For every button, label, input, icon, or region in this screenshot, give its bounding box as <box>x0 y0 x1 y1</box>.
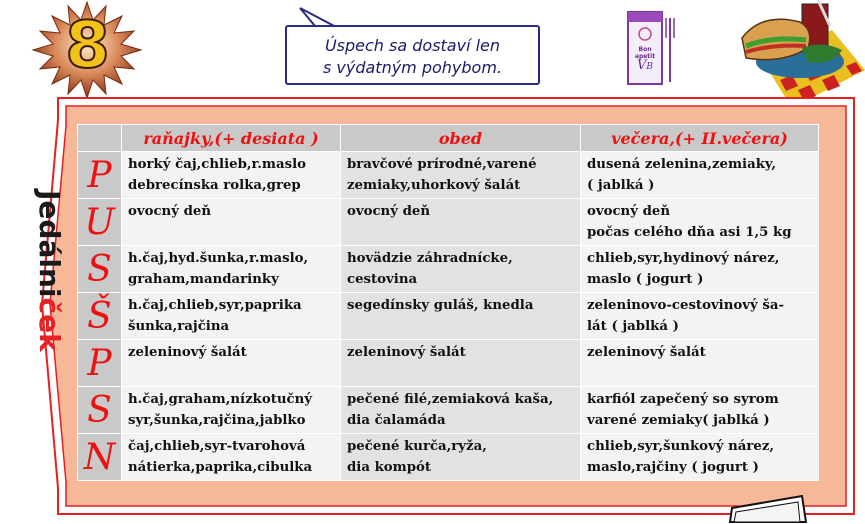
header-corner <box>78 125 122 152</box>
sandwich-drink-image <box>722 0 865 110</box>
side-title <box>34 190 64 450</box>
logo-text: Bon apetit <box>634 46 656 60</box>
table-row <box>78 434 819 481</box>
number-badge <box>30 0 145 100</box>
lunch-cell: segedínsky guláš, knedla <box>341 293 581 340</box>
table-row <box>78 340 819 387</box>
breakfast-cell: horký čaj,chlieb,r.maslo debrecínska rolka,grep <box>122 152 341 199</box>
logo-initial-b: B <box>646 62 653 72</box>
breakfast-cell: zeleninový šalát <box>122 340 341 387</box>
day-letter: S <box>78 387 122 434</box>
header-breakfast: raňajky,(+ desiata ) <box>122 125 341 152</box>
lunch-cell: zeleninový šalát <box>341 340 581 387</box>
dinner-cell: chlieb,syr,hydinový nárez, maslo ( jogurt ) <box>581 246 819 293</box>
day-letter: U <box>78 199 122 246</box>
dinner-cell: zeleninový šalát <box>581 340 819 387</box>
breakfast-cell: h.čaj,graham,nízkotučný syr,šunka,rajčina,jablko <box>122 387 341 434</box>
sandwich-drink-icon <box>722 0 865 110</box>
side-title-suffix: ček <box>33 297 66 352</box>
dinner-cell: karfiól zapečený so syrom varené zemiaky( jablká ) <box>581 387 819 434</box>
day-letter: P <box>78 340 122 387</box>
side-title-main: Jedálni <box>33 190 66 298</box>
book-corner-icon <box>728 494 808 524</box>
breakfast-cell: čaj,chlieb,syr-tvarohová nátierka,paprika,cibulka <box>122 434 341 481</box>
day-letter: S <box>78 246 122 293</box>
day-letter: N <box>78 434 122 481</box>
table-row <box>78 199 819 246</box>
menu-table <box>77 124 819 481</box>
table-row <box>78 293 819 340</box>
dinner-cell: zeleninovo-cestovinový ša- lát ( jablká ) <box>581 293 819 340</box>
breakfast-cell: ovocný deň <box>122 199 341 246</box>
table-row <box>78 152 819 199</box>
header-dinner: večera,(+ II.večera) <box>581 125 819 152</box>
speech-line-2: s výdatným pohybom. <box>322 58 503 77</box>
lunch-cell: pečené kurča,ryža, dia kompót <box>341 434 581 481</box>
breakfast-cell: h.čaj,chlieb,syr,paprika šunka,rajčina <box>122 293 341 340</box>
lunch-cell: pečené filé,zemiaková kaša, dia čalamáda <box>341 387 581 434</box>
speech-line-1: Úspech sa dostaví len <box>324 36 501 55</box>
side-title-text <box>34 190 64 352</box>
dinner-cell: chlieb,syr,šunkový nárez, maslo,rajčiny ( jogurt ) <box>581 434 819 481</box>
dinner-cell: ovocný deň počas celého dňa asi 1,5 kg <box>581 199 819 246</box>
dinner-cell: dusená zelenina,zemiaky, ( jablká ) <box>581 152 819 199</box>
badge-number: 8 <box>65 9 110 83</box>
logo-initial-v: V <box>636 58 647 73</box>
day-letter: P <box>78 152 122 199</box>
day-letter: Š <box>78 293 122 340</box>
table-row <box>78 387 819 434</box>
speech-bubble <box>285 25 540 85</box>
logo-initials <box>628 58 662 73</box>
lunch-cell: ovocný deň <box>341 199 581 246</box>
table-header-row <box>78 125 819 152</box>
speech-text <box>287 35 538 79</box>
table-row <box>78 246 819 293</box>
lunch-cell: bravčové prírodné,varené zemiaky,uhorkový šalát <box>341 152 581 199</box>
breakfast-cell: h.čaj,hyd.šunka,r.maslo, graham,mandarinky <box>122 246 341 293</box>
bon-apetit-logo <box>624 8 680 88</box>
lunch-cell: hovädzie záhradnícke, cestovina <box>341 246 581 293</box>
header-lunch: obed <box>341 125 581 152</box>
